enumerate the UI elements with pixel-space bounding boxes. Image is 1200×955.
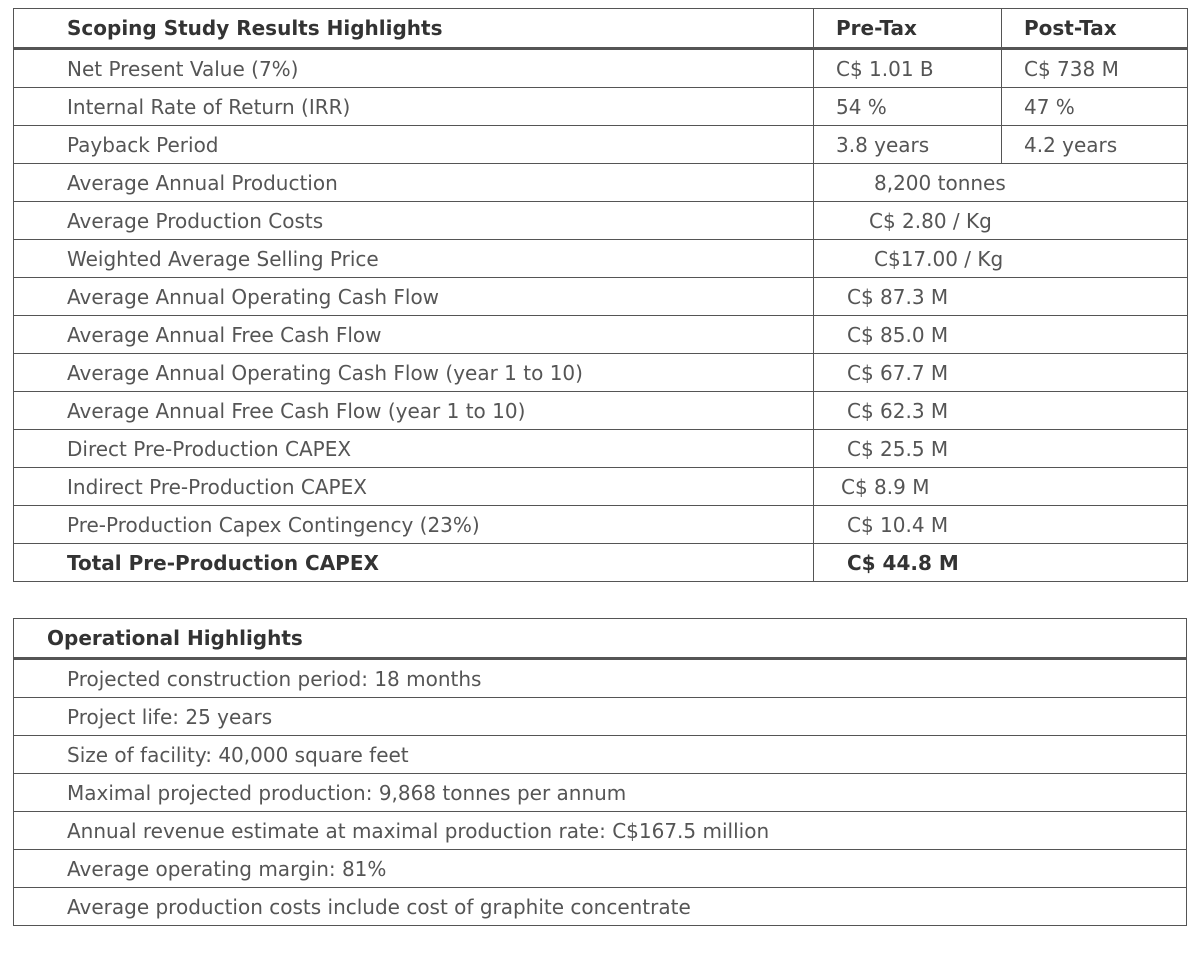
row-value: 8,200 tonnes xyxy=(814,164,1188,202)
total-row xyxy=(14,544,1188,582)
operational-table xyxy=(13,618,1187,926)
operational-header: Operational Highlights xyxy=(14,619,1187,659)
list-item xyxy=(14,850,1187,888)
table-row xyxy=(14,88,1188,126)
list-item xyxy=(14,812,1187,850)
post-tax-value: 4.2 years xyxy=(1002,126,1188,164)
operational-item: Average production costs include cost of graphite concentrate xyxy=(14,888,1187,926)
list-item xyxy=(14,736,1187,774)
row-value: C$17.00 / Kg xyxy=(814,240,1188,278)
table-row xyxy=(14,126,1188,164)
list-item xyxy=(14,888,1187,926)
results-table xyxy=(13,8,1188,582)
operational-item: Projected construction period: 18 months xyxy=(14,659,1187,698)
total-value: C$ 44.8 M xyxy=(814,544,1188,582)
table-row xyxy=(14,202,1188,240)
row-label: Average Annual Free Cash Flow xyxy=(14,316,814,354)
row-value: C$ 2.80 / Kg xyxy=(814,202,1188,240)
pre-tax-value: 3.8 years xyxy=(814,126,1002,164)
row-value: C$ 62.3 M xyxy=(814,392,1188,430)
operational-item: Maximal projected production: 9,868 tonnes per annum xyxy=(14,774,1187,812)
row-label: Average Annual Operating Cash Flow (year 1 to 10) xyxy=(14,354,814,392)
operational-item: Size of facility: 40,000 square feet xyxy=(14,736,1187,774)
row-label: Net Present Value (7%) xyxy=(14,49,814,88)
row-value: C$ 85.0 M xyxy=(814,316,1188,354)
row-label: Internal Rate of Return (IRR) xyxy=(14,88,814,126)
row-value: C$ 67.7 M xyxy=(814,354,1188,392)
row-label: Weighted Average Selling Price xyxy=(14,240,814,278)
pre-tax-value: 54 % xyxy=(814,88,1002,126)
table-row xyxy=(14,468,1188,506)
row-value: C$ 10.4 M xyxy=(814,506,1188,544)
table-row xyxy=(14,49,1188,88)
table-row xyxy=(14,316,1188,354)
pre-tax-value: C$ 1.01 B xyxy=(814,49,1002,88)
results-header-row xyxy=(14,9,1188,49)
operational-item: Average operating margin: 81% xyxy=(14,850,1187,888)
row-label: Direct Pre-Production CAPEX xyxy=(14,430,814,468)
row-value: C$ 8.9 M xyxy=(814,468,1188,506)
table-row xyxy=(14,392,1188,430)
list-item xyxy=(14,659,1187,698)
row-value: C$ 25.5 M xyxy=(814,430,1188,468)
row-value: C$ 87.3 M xyxy=(814,278,1188,316)
row-label: Payback Period xyxy=(14,126,814,164)
results-header-label: Scoping Study Results Highlights xyxy=(14,9,814,49)
table-row xyxy=(14,506,1188,544)
row-label: Average Annual Operating Cash Flow xyxy=(14,278,814,316)
row-label: Indirect Pre-Production CAPEX xyxy=(14,468,814,506)
table-row xyxy=(14,164,1188,202)
table-row xyxy=(14,354,1188,392)
table-row xyxy=(14,430,1188,468)
list-item xyxy=(14,774,1187,812)
operational-item: Project life: 25 years xyxy=(14,698,1187,736)
table-row xyxy=(14,278,1188,316)
total-label: Total Pre-Production CAPEX xyxy=(14,544,814,582)
post-tax-value: 47 % xyxy=(1002,88,1188,126)
row-label: Average Annual Production xyxy=(14,164,814,202)
row-label: Average Production Costs xyxy=(14,202,814,240)
table-row xyxy=(14,240,1188,278)
list-item xyxy=(14,698,1187,736)
operational-item: Annual revenue estimate at maximal production rate: C$167.5 million xyxy=(14,812,1187,850)
operational-header-row xyxy=(14,619,1187,659)
post-tax-value: C$ 738 M xyxy=(1002,49,1188,88)
row-label: Average Annual Free Cash Flow (year 1 to 10) xyxy=(14,392,814,430)
row-label: Pre-Production Capex Contingency (23%) xyxy=(14,506,814,544)
post-tax-header: Post-Tax xyxy=(1002,9,1188,49)
pre-tax-header: Pre-Tax xyxy=(814,9,1002,49)
